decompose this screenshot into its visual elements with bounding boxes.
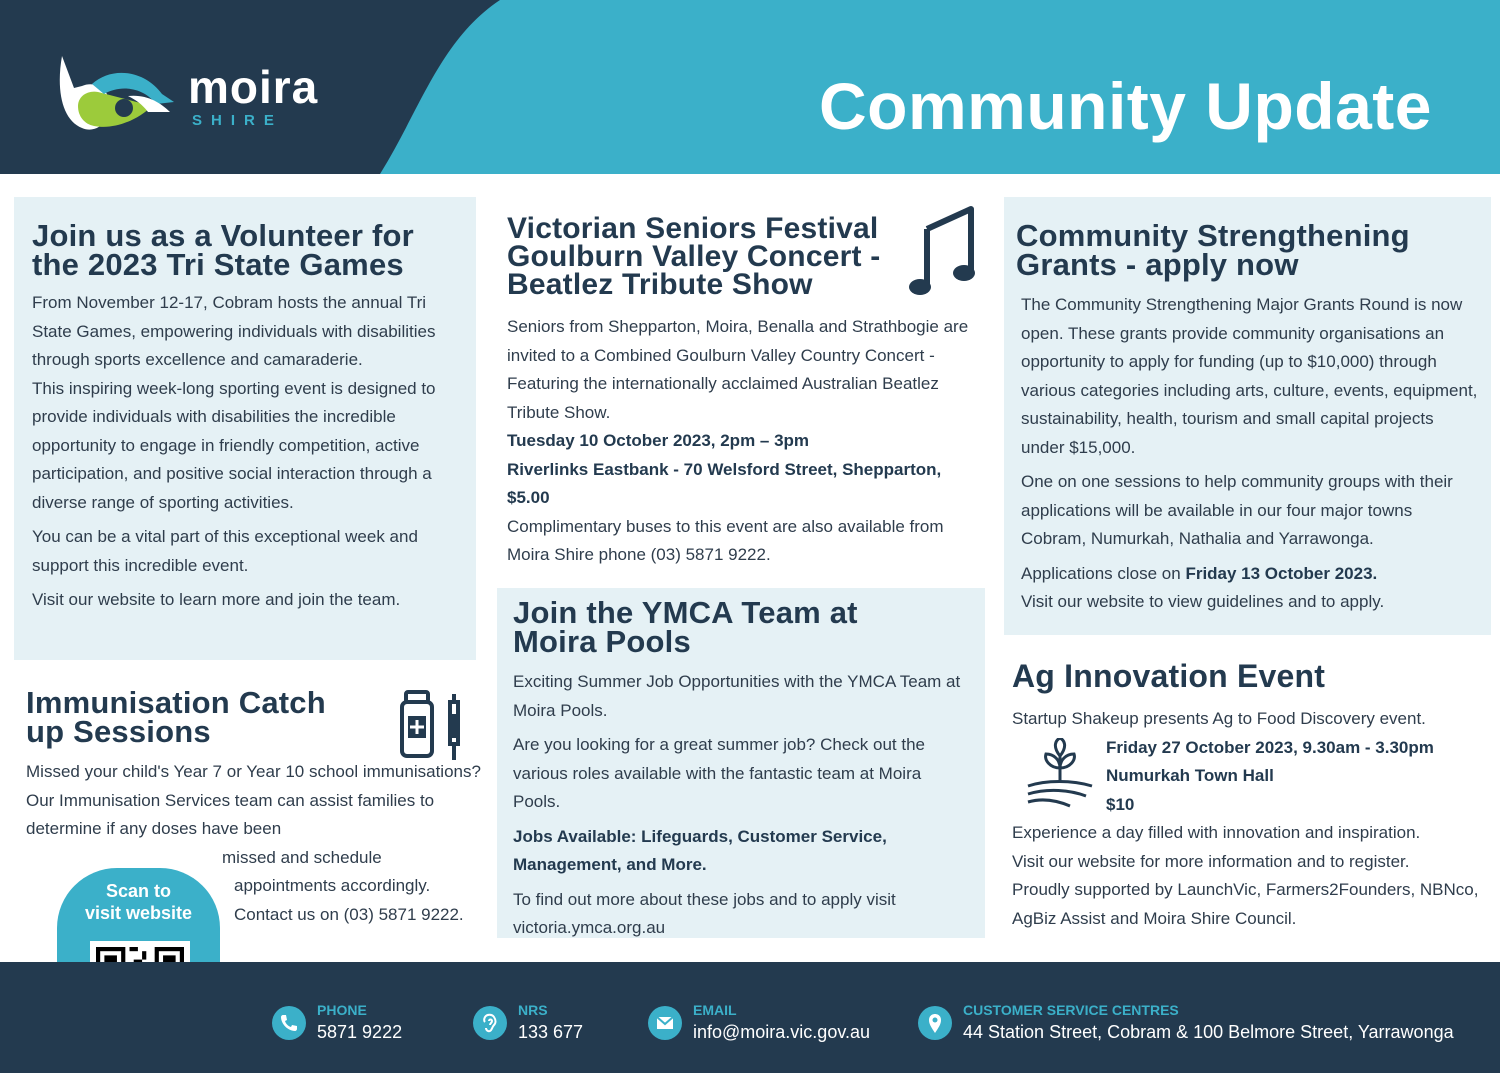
ag-price: $10 (1106, 794, 1135, 814)
ag-intro: Startup Shakeup presents Ag to Food Discovery event. (1012, 709, 1426, 728)
hearing-icon (473, 1006, 507, 1040)
volunteer-body (32, 289, 458, 615)
immunisation-title-line2: up Sessions (26, 714, 211, 749)
ymca-body (513, 668, 969, 943)
phone-icon (272, 1006, 306, 1040)
service-centres-label: CUSTOMER SERVICE CENTRES (963, 1002, 1179, 1018)
immunisation-contact: Contact us on (03) 5871 9222. (234, 904, 464, 924)
volunteer-paragraph: Visit our website to learn more and join the team. (32, 590, 401, 609)
grants-close (1021, 560, 1479, 589)
volunteer-title-line2: the 2023 Tri State Games (32, 247, 404, 282)
grants-title (1016, 218, 1479, 282)
qr-label (57, 880, 220, 924)
ymca-jobs: Jobs Available: Lifeguards, Customer Service, Management, and More. (513, 826, 887, 874)
ag-title: Ag Innovation Event (1012, 658, 1326, 694)
volunteer-title (32, 218, 458, 282)
ag-date: Friday 27 October 2023, 9.30am - 3.30pm (1106, 737, 1434, 757)
volunteer-paragraph: From November 12-17, Cobram hosts the annual Tri State Games, empowering individuals with disabilities through sports excellence and camaraderie. (32, 293, 436, 369)
seniors-venue: Riverlinks Eastbank - 70 Welsford Street, Shepparton, (507, 459, 942, 479)
qr-label-line1: Scan to (105, 881, 171, 901)
vaccine-icon (400, 690, 470, 762)
volunteer-paragraph: You can be a vital part of this exceptional week and support this incredible event. (32, 527, 418, 575)
seniors-paragraph: Complimentary buses to this event are also available from Moira Shire phone (03) 5871 9222. (507, 516, 944, 564)
seniors-body (507, 313, 977, 570)
grants-paragraph: The Community Strengthening Major Grants Round is now open. These grants provide community organisations an opportunity to apply for funding (up to $10,000) through various categories including arts, culture, events, equipment, sustainability, health, tourism and small capital projects under $15,000. (1021, 295, 1478, 457)
grants-paragraph: One on one sessions to help community groups with their applications will be available in our four major towns Cobram, Numurkah, Nathalia and Yarrawonga. (1021, 472, 1453, 548)
immunisation-paragraph: Missed your child's Year 7 or Year 10 school immunisations? Our Immunisation Services team can assist families to determine if any doses have been (26, 762, 481, 838)
ymca-title-line2: Moira Pools (513, 624, 691, 659)
nrs-value[interactable]: 133 677 (518, 1022, 584, 1042)
ymca-link-paragraph[interactable]: To find out more about these jobs and to apply visit victoria.ymca.org.au (513, 889, 896, 937)
ymca-panel (497, 588, 985, 938)
moira-shire-logo[interactable] (52, 50, 362, 140)
qr-label-line2: visit website (84, 903, 193, 923)
grants-title-line1: Community Strengthening (1016, 218, 1410, 253)
footer (0, 962, 1500, 1073)
ag-paragraph: Proudly supported by LaunchVic, Farmers2Founders, NBNco, AgBiz Assist and Moira Shire Council. (1012, 880, 1479, 928)
ag-venue: Numurkah Town Hall (1106, 766, 1274, 785)
seniors-title (507, 212, 977, 301)
logo-subtitle: SHIRE (192, 112, 283, 129)
email-icon (648, 1006, 682, 1040)
immunisation-line: appointments accordingly. (234, 876, 431, 895)
location-pin-icon (918, 1006, 952, 1040)
phone-label: PHONE (317, 1002, 367, 1018)
seniors-title-line1: Victorian Seniors Festival (507, 212, 879, 245)
email-label: EMAIL (693, 1002, 737, 1018)
logo-wordmark: moira (188, 61, 319, 113)
immunisation-line: missed and schedule (222, 847, 382, 867)
volunteer-title-line1: Join us as a Volunteer for (32, 218, 414, 253)
service-centres-value: 44 Station Street, Cobram & 100 Belmore Street, Yarrawonga (963, 1022, 1454, 1042)
sprout-field-icon (1026, 738, 1094, 808)
nrs-label: NRS (518, 1002, 548, 1018)
ymca-paragraph: Exciting Summer Job Opportunities with the YMCA Team at Moira Pools. (513, 672, 961, 720)
grants-close-prefix: Applications close on (1021, 563, 1186, 583)
page-title: Community Update (818, 69, 1432, 143)
ymca-paragraph: Are you looking for a great summer job? Check out the various roles available with the fantastic team at Moira Pools. (513, 735, 925, 811)
grants-paragraph: Visit our website to view guidelines and to apply. (1021, 592, 1385, 611)
ymca-title-line1: Join the YMCA Team at (513, 595, 858, 630)
grants-body (1016, 291, 1479, 617)
email-value[interactable]: info@moira.vic.gov.au (693, 1022, 871, 1042)
phone-value[interactable]: 5871 9222 (317, 1022, 403, 1042)
seniors-paragraph: Seniors from Shepparton, Moira, Benalla and Strathbogie are invited to a Combined Goulburn Valley Country Concert - Featuring the internationally acclaimed Australian Beatlez Tribute Show. (507, 317, 969, 422)
seniors-price: $5.00 (507, 488, 550, 507)
ag-paragraph: Visit our website for more information and to register. (1012, 851, 1410, 871)
music-note-icon (909, 205, 975, 299)
grants-close-date: Friday 13 October 2023. (1185, 563, 1378, 583)
seniors-festival-panel (497, 197, 987, 577)
volunteer-panel (14, 197, 476, 660)
ag-innovation-panel (1004, 658, 1491, 952)
header-banner (0, 0, 1500, 174)
ag-paragraph: Experience a day filled with innovation and inspiration. (1012, 823, 1421, 842)
grants-title-line2: Grants - apply now (1016, 247, 1299, 282)
immunisation-title-line1: Immunisation Catch (26, 685, 326, 720)
volunteer-paragraph: This inspiring week-long sporting event is designed to provide individuals with disabilities the incredible opportunity to engage in friendly competition, active participation, and positive social interaction through a diverse range of sporting activities. (32, 378, 436, 512)
seniors-title-line3: Beatlez Tribute Show (507, 268, 813, 301)
moira-logo-mark (52, 50, 182, 140)
seniors-title-line2: Goulburn Valley Concert - (507, 240, 881, 273)
ymca-title (513, 595, 969, 659)
ag-details (1012, 734, 1483, 820)
immunisation-title (26, 685, 386, 749)
ag-body (1012, 705, 1483, 933)
seniors-date: Tuesday 10 October 2023, 2pm – 3pm (507, 431, 810, 450)
grants-panel (1004, 197, 1491, 635)
